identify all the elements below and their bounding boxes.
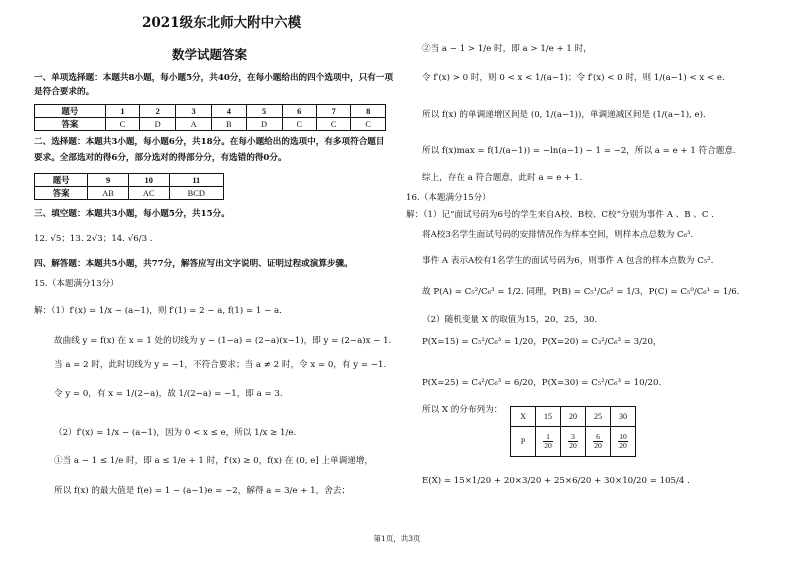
section1-intro2: 是符合要求的。 (34, 87, 95, 97)
q15-cont-line: 令 f′(x) > 0 时，则 0 < x < 1/(a−1)；令 f′(x) < 0 时，则 1/(a−1) < x < e. (422, 73, 725, 83)
fraction-numerator: 10 (619, 432, 627, 441)
table-cell: 8 (351, 105, 386, 118)
q16-heading: 16.（本题满分15分） (406, 193, 491, 203)
q15-line: 令 y = 0，有 x = 1/(2−a)，故 1/(2−a) = −1，即 a = 3. (54, 389, 283, 399)
table-header-cell: X (511, 407, 536, 427)
table-row (35, 174, 224, 187)
fraction-numerator: 6 (593, 433, 603, 442)
table-cell: 7 (317, 105, 351, 118)
table-cell (611, 427, 636, 457)
table-cell (561, 427, 586, 457)
q16-line: P(X=15) = C₅²/C₆³ = 1/20，P(X=20) = C₃²/C₆³ = 3/20， (422, 337, 662, 347)
q15-line: 当 a = 2 时，此时切线为 y = −1，不符合要求；当 a ≠ 2 时，令 x = 0，有 y = −1. (54, 360, 387, 370)
table-cell: D (246, 118, 282, 131)
q15-cont-line: 所以 f(x) 的单调递增区间是 (0, 1/(a−1))，单调递减区间是 (1/(a−1), e). (422, 110, 706, 120)
section2-intro2: 要求。全部选对的得6分，部分选对的得部分分，有选错的得0分。 (34, 153, 287, 163)
table-cell: C (282, 118, 316, 131)
table-cell: 20 (561, 407, 586, 427)
table-row (511, 407, 636, 427)
q15-line: （2）f′(x) = 1/x − (a−1)，因为 0 < x ≤ e，所以 1/x ≥ 1/e. (54, 428, 297, 438)
table-row (511, 427, 636, 457)
fraction-denominator: 20 (569, 441, 577, 450)
table-row (35, 105, 386, 118)
table-cell: C (105, 118, 139, 131)
q16-line: 解：（1）记“面试号码为6号的学生来自A校、B校、C校”分别为事件 A 、B 、C . (406, 210, 714, 220)
q16-line: 所以 X 的分布列为： (422, 405, 503, 415)
table-header-cell: 答案 (35, 187, 88, 200)
section2-intro: 二、选择题：本题共3小题，每小题6分，共18分。在每小题给出的选项中，有多项符合题目 (34, 137, 385, 147)
distribution-table (510, 406, 636, 457)
q15-line: 解：（1）f′(x) = 1/x − (a−1)，则 f′(1) = 2 − a, f(1) = 1 − a. (34, 306, 282, 316)
table-cell: AC (128, 187, 169, 200)
table-cell: C (351, 118, 386, 131)
table-cell: 3 (176, 105, 212, 118)
q16-line: P(X=25) = C₄²/C₆³ = 6/20，P(X=30) = C₅²/C₆³ = 10/20. (422, 378, 662, 388)
table-cell: 5 (246, 105, 282, 118)
q16-line: 事件 A 表示A校有1名学生的面试号码为6，则事件 A 包含的样本点数为 C₅². (422, 256, 714, 266)
q15-line: ①当 a − 1 ≤ 1/e 时，即 a ≤ 1/e + 1 时，f′(x) ≥ 0，f(x) 在 (0, e] 上单调递增， (54, 456, 374, 466)
table-cell: 9 (88, 174, 129, 187)
table-cell: C (317, 118, 351, 131)
fraction-numerator: 1 (543, 433, 553, 442)
table-cell: 11 (169, 174, 223, 187)
q16-line: 故 P(A) = C₅²/C₆³ = 1/2. 同理，P(B) = C₅¹/C₆² = 1/3，P(C) = C₅⁰/C₆¹ = 1/6. (422, 287, 740, 297)
table-cell: 6 (282, 105, 316, 118)
fraction (618, 433, 628, 450)
table-cell: B (212, 118, 246, 131)
table-header-cell: P (511, 427, 536, 457)
table-cell: 30 (611, 407, 636, 427)
table-header-cell: 答案 (35, 118, 106, 131)
q15-line: 所以 f(x) 的最大值是 f(e) = 1 − (a−1)e = −2，解得 a = 3/e + 1，舍去； (54, 486, 351, 496)
table-cell: A (176, 118, 212, 131)
table-header-cell: 题号 (35, 105, 106, 118)
section4-intro: 四、解答题：本题共5小题，共77分，解答应写出文字说明、证明过程或演算步骤。 (34, 259, 353, 269)
table-cell: AB (88, 187, 129, 200)
q15-cont-line: 综上，存在 a 符合题意，此时 a = e + 1. (422, 173, 583, 183)
section3-intro: 三、填空题：本题共3小题，每小题5分，共15分。 (34, 209, 230, 219)
table-cell: D (140, 118, 176, 131)
table-cell: 15 (536, 407, 561, 427)
table-cell (586, 427, 611, 457)
fraction-denominator: 20 (544, 441, 552, 450)
table-cell (536, 427, 561, 457)
q16-line: E(X) = 15×1/20 + 20×3/20 + 25×6/20 + 30×10/20 = 105/4 . (422, 476, 690, 486)
table-cell: 10 (128, 174, 169, 187)
page-footer: 第1页，共3页 (373, 534, 421, 543)
q15-cont-line: ②当 a − 1 > 1/e 时，即 a > 1/e + 1 时， (422, 44, 592, 54)
page-subtitle: 数学试题答案 (172, 47, 248, 62)
table-header-cell: 题号 (35, 174, 88, 187)
q15-line: 故曲线 y = f(x) 在 x = 1 处的切线为 y − (1−a) = (2−a)(x−1)，即 y = (2−a)x − 1. (54, 336, 392, 346)
table-cell: BCD (169, 187, 223, 200)
section1-intro: 一、单项选择题：本题共8小题，每小题5分，共40分，在每小题给出的四个选项中，只有一项 (34, 73, 394, 83)
fraction-denominator: 20 (619, 441, 627, 450)
table-cell: 4 (212, 105, 246, 118)
table-row (35, 187, 224, 200)
q15-cont-line: 所以 f(x)max = f(1/(a−1)) = −ln(a−1) − 1 = −2，所以 a = e + 1 符合题意. (422, 146, 736, 156)
fraction-numerator: 3 (568, 433, 578, 442)
page-title: 2021级东北师大附中六模 (142, 15, 302, 31)
section3-answers: 12. √5；13. 2√3；14. √6/3 . (34, 234, 153, 244)
table-row (35, 118, 386, 131)
q15-heading: 15.（本题满分13分） (34, 279, 119, 289)
table-cell: 2 (140, 105, 176, 118)
q16-line: 将A校3名学生面试号码的安排情况作为样本空间，则样本点总数为 C₆³. (422, 230, 694, 240)
fraction (593, 433, 603, 450)
fraction (543, 433, 553, 450)
fraction-denominator: 20 (594, 441, 602, 450)
table-cell: 25 (586, 407, 611, 427)
fraction (568, 433, 578, 450)
table-cell: 1 (105, 105, 139, 118)
section2-answer-table (34, 173, 224, 200)
section1-answer-table (34, 104, 386, 131)
q16-line: （2）随机变量 X 的取值为15，20，25，30. (422, 315, 598, 325)
